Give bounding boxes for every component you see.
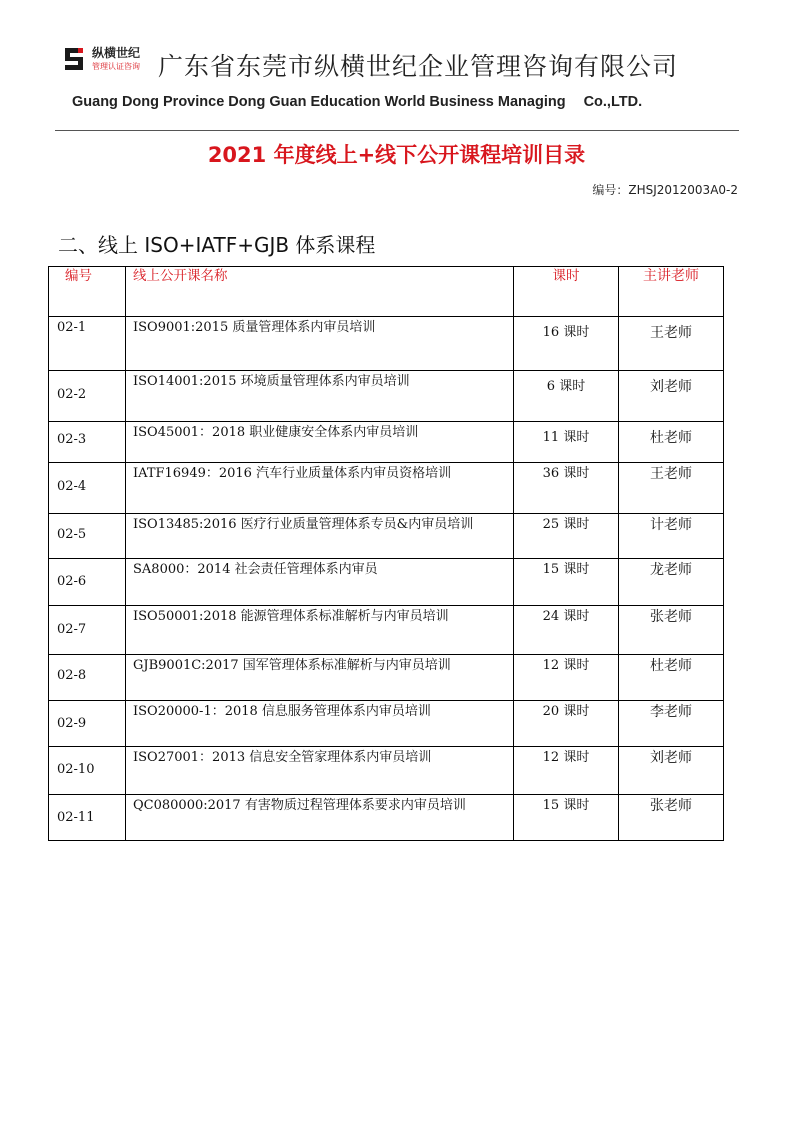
course-name: SA8000：2014 社会责任管理体系内审员 xyxy=(126,559,514,606)
company-name-english-main: Guang Dong Province Dong Guan Education World Business Managing xyxy=(72,94,566,110)
course-name: ISO45001：2018 职业健康安全体系内审员培训 xyxy=(126,422,514,463)
course-number: 02-6 xyxy=(49,559,126,606)
course-name: IATF16949：2016 汽车行业质量体系内审员资格培训 xyxy=(126,463,514,514)
section-heading: 二、线上 ISO+IATF+GJB 体系课程 xyxy=(58,233,376,257)
course-name: ISO20000-1：2018 信息服务管理体系内审员培训 xyxy=(126,701,514,747)
company-name-english xyxy=(72,93,642,111)
course-teacher: 张老师 xyxy=(619,606,724,655)
course-number: 02-7 xyxy=(49,606,126,655)
column-header-teacher: 主讲老师 xyxy=(619,267,724,317)
course-table xyxy=(48,266,724,841)
header-divider xyxy=(55,130,739,131)
course-number: 02-3 xyxy=(49,422,126,463)
column-header-hours: 课时 xyxy=(514,267,619,317)
course-hours: 20 课时 xyxy=(514,701,619,747)
table-row xyxy=(49,747,724,795)
course-name: ISO27001：2013 信息安全管家理体系内审员培训 xyxy=(126,747,514,795)
course-name: ISO9001:2015 质量管理体系内审员培训 xyxy=(126,317,514,371)
course-hours: 15 课时 xyxy=(514,559,619,606)
course-hours: 36 课时 xyxy=(514,463,619,514)
course-teacher: 杜老师 xyxy=(619,422,724,463)
course-number: 02-10 xyxy=(49,747,126,795)
company-name-english-suffix: Co.,LTD. xyxy=(583,94,643,110)
document-title: 2021 年度线上+线下公开课程培训目录 xyxy=(207,143,586,167)
company-name-chinese: 广东省东莞市纵横世纪企业管理咨询有限公司 xyxy=(158,52,679,81)
table-row xyxy=(49,701,724,747)
table-row xyxy=(49,317,724,371)
table-row xyxy=(49,559,724,606)
course-number: 02-5 xyxy=(49,514,126,559)
course-teacher: 王老师 xyxy=(619,463,724,514)
table-header-row xyxy=(49,267,724,317)
course-name: ISO14001:2015 环境质量管理体系内审员培训 xyxy=(126,371,514,422)
course-name: GJB9001C:2017 国军管理体系标准解析与内审员培训 xyxy=(126,655,514,701)
column-header-no: 编号 xyxy=(49,267,126,317)
column-header-name: 线上公开课名称 xyxy=(126,267,514,317)
course-table-body xyxy=(49,267,724,841)
table-row xyxy=(49,371,724,422)
course-number: 02-9 xyxy=(49,701,126,747)
course-teacher: 刘老师 xyxy=(619,371,724,422)
company-logo xyxy=(62,46,152,78)
course-teacher: 李老师 xyxy=(619,701,724,747)
course-teacher: 龙老师 xyxy=(619,559,724,606)
course-name: ISO13485:2016 医疗行业质量管理体系专员&内审员培训 xyxy=(126,514,514,559)
course-name: QC080000:2017 有害物质过程管理体系要求内审员培训 xyxy=(126,795,514,841)
table-row xyxy=(49,795,724,841)
table-row xyxy=(49,606,724,655)
logo-subtitle: 管理认证咨询 xyxy=(92,62,140,71)
course-hours: 12 课时 xyxy=(514,655,619,701)
table-row xyxy=(49,514,724,559)
course-hours: 25 课时 xyxy=(514,514,619,559)
course-number: 02-1 xyxy=(49,317,126,371)
document-number: 编号：ZHSJ2012003A0-2 xyxy=(592,183,738,197)
course-hours: 16 课时 xyxy=(514,317,619,371)
course-teacher: 刘老师 xyxy=(619,747,724,795)
logo-mark-icon xyxy=(62,46,86,72)
course-number: 02-8 xyxy=(49,655,126,701)
course-hours: 6 课时 xyxy=(514,371,619,422)
table-row xyxy=(49,655,724,701)
course-teacher: 张老师 xyxy=(619,795,724,841)
course-hours: 24 课时 xyxy=(514,606,619,655)
course-teacher: 杜老师 xyxy=(619,655,724,701)
course-hours: 15 课时 xyxy=(514,795,619,841)
course-number: 02-2 xyxy=(49,371,126,422)
course-hours: 12 课时 xyxy=(514,747,619,795)
course-name: ISO50001:2018 能源管理体系标准解析与内审员培训 xyxy=(126,606,514,655)
course-teacher: 王老师 xyxy=(619,317,724,371)
course-teacher: 计老师 xyxy=(619,514,724,559)
course-number: 02-11 xyxy=(49,795,126,841)
table-row xyxy=(49,422,724,463)
course-number: 02-4 xyxy=(49,463,126,514)
logo-name: 纵横世纪 xyxy=(92,46,141,60)
course-hours: 11 课时 xyxy=(514,422,619,463)
table-row xyxy=(49,463,724,514)
